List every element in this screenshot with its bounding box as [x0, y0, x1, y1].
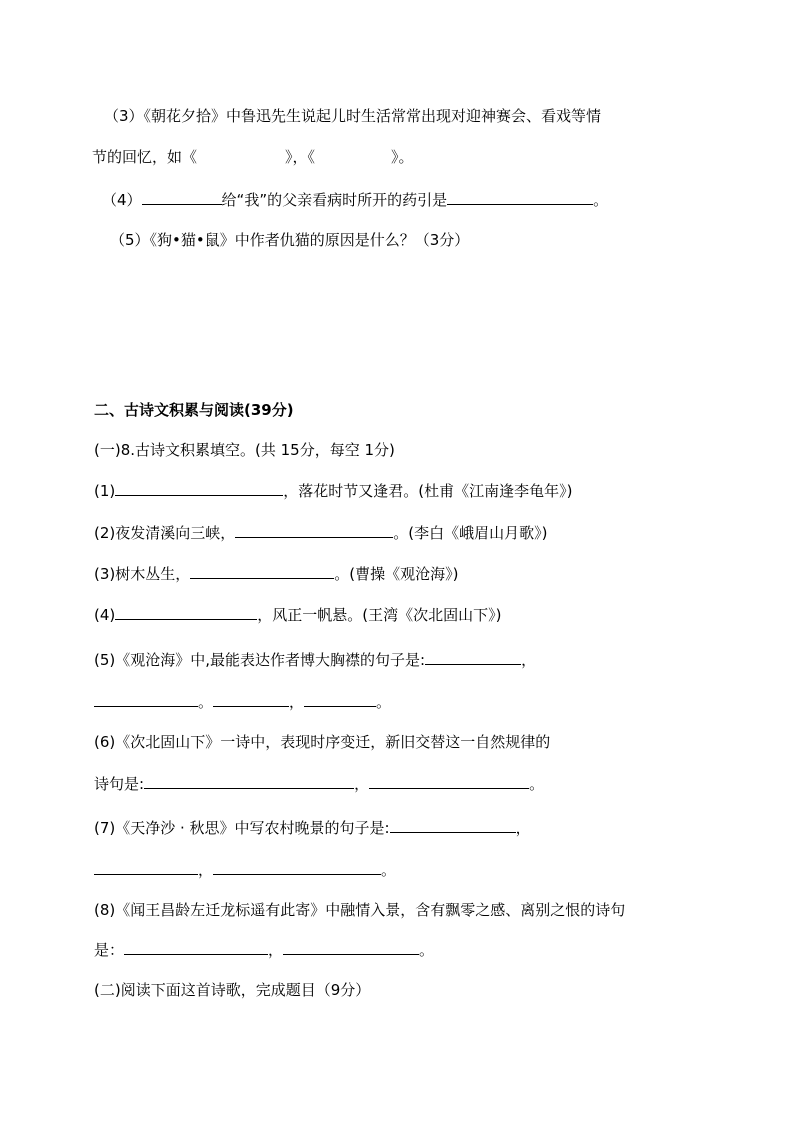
poem-item-6-line2: 诗句是: ， 。: [94, 775, 545, 793]
poem-item-5-blank-1[interactable]: [425, 650, 521, 665]
poem-item-6-blank-2[interactable]: [369, 774, 529, 789]
poem-item-2: (2)夜发清溪向三峡， 。(李白《峨眉山月歌》): [94, 524, 548, 542]
poem-item-3: (3)树木丛生， 。(曹操《观沧海》): [94, 565, 459, 583]
poem-item-8-blank-2[interactable]: [283, 940, 419, 955]
poem-item-7-line2: ， 。: [94, 860, 396, 880]
q4-blank-2[interactable]: [447, 190, 593, 205]
poem-item-5-blank-2[interactable]: [94, 692, 198, 707]
poem-item-5-blank-3[interactable]: [213, 692, 289, 707]
q3-line1: （3）《朝花夕拾》中鲁迅先生说起儿时生活常常出现对迎神赛会、看戏等情: [104, 107, 602, 125]
poem-item-5-line2: 。 ， 。: [94, 692, 391, 712]
poem-item-6: (6)《次北固山下》一诗中，表现时序变迁，新旧交替这一自然规律的: [94, 733, 551, 751]
poem-item-7-blank-2[interactable]: [94, 860, 198, 875]
poem-item-8: (8)《闻王昌龄左迁龙标遥有此寄》中融情入景，含有飘零之感、离别之恨的诗句: [94, 901, 626, 919]
q4-blank-1[interactable]: [142, 190, 222, 205]
poem-item-1: (1) ，落花时节又逢君。(杜甫《江南逢李龟年》): [94, 482, 573, 500]
poem-item-8-line2: 是： ， 。: [94, 941, 435, 959]
poem-item-7: (7)《天净沙 · 秋思》中写农村晚景的句子是: ，: [94, 819, 531, 837]
poem-item-2-blank[interactable]: [235, 523, 393, 538]
section2-sub1: (一)8.古诗文积累填空。(共 15分，每空 1分): [94, 441, 395, 459]
poem-item-4: (4) ，风正一帆悬。(王湾《次北固山下》): [94, 606, 502, 624]
q4-line: （4） 给“我”的父亲看病时所开的药引是 。: [102, 191, 609, 209]
section2-sub2: (二)阅读下面这首诗歌，完成题目（9分）: [94, 981, 371, 999]
poem-item-7-blank-1[interactable]: [390, 818, 516, 833]
poem-item-1-blank[interactable]: [115, 481, 283, 496]
q5-line: （5）《狗•猫•鼠》中作者仇猫的原因是什么？（3分）: [110, 231, 470, 249]
poem-item-5: (5)《观沧海》中,最能表达作者博大胸襟的句子是: ，: [94, 651, 537, 669]
poem-item-7-blank-3[interactable]: [213, 860, 381, 875]
poem-item-3-blank[interactable]: [190, 564, 334, 579]
section2-title: 二、古诗文积累与阅读(39分): [94, 401, 294, 419]
q3-line2: 节的回忆，如《 》，《 》。: [92, 148, 414, 166]
poem-item-8-blank-1[interactable]: [124, 940, 268, 955]
poem-item-4-blank[interactable]: [115, 605, 257, 620]
poem-item-5-blank-4[interactable]: [304, 692, 376, 707]
poem-item-6-blank-1[interactable]: [144, 774, 354, 789]
